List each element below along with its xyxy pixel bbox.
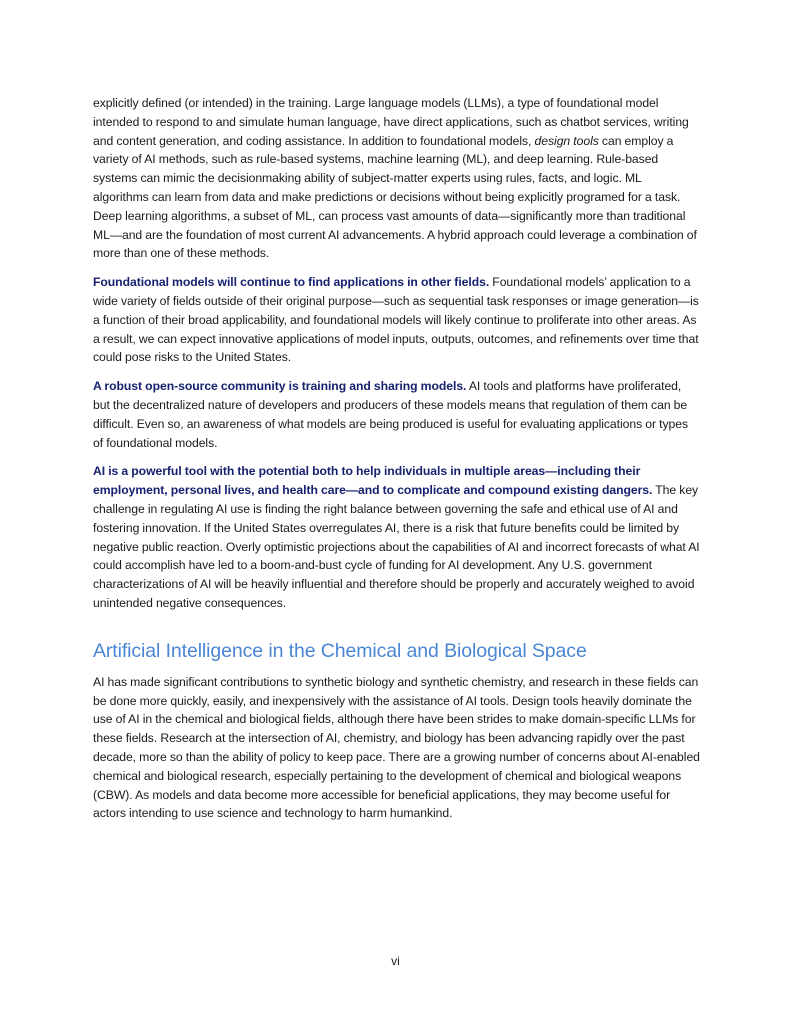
finding-paragraph-powerful-tool [93, 462, 700, 612]
finding-lead-sentence: Foundational models will continue to find applications in other fields. [93, 275, 490, 290]
section-heading: Artificial Intelligence in the Chemical and Biological Space [93, 639, 587, 662]
finding-paragraph-foundational-models [93, 273, 700, 367]
finding-body-text: Foundational models’ application to a wide variety of fields outside of their original purpose—such as sequential task responses or image generation—is a function of their broad applicability, and foundational models will likely continue to proliferate into other areas. As a result, we can expect innovative applications of model inputs, outputs, outcomes, and refinements over time that could pose risks to the United States. [93, 275, 699, 365]
finding-lead-sentence: AI is a powerful tool with the potential both to help individuals in multiple areas—including their employment, personal lives, and health care—and to complicate and compound existing dangers. [93, 464, 653, 498]
finding-paragraph-open-source [93, 377, 700, 452]
finding-lead-sentence: A robust open-source community is training and sharing models. [93, 379, 467, 394]
finding-body-text: The key challenge in regulating AI use is finding the right balance between governing the safe and ethical use of AI and fostering innovation. If the United States overregulates AI, there is a risk that future benefits could be limited by negative public reaction. Overly optimistic projections about the capabilities of AI and incorrect forecasts of what AI could accomplish have led to a boom-and-bust cycle of funding for AI development. Any U.S. government characterizations of AI will be heavily influential and therefore should be properly and accurately weighed to avoid unintended negative consequences. [93, 483, 700, 610]
document-page [93, 94, 700, 833]
intro-paragraph [93, 94, 700, 263]
section-body-paragraph: AI has made significant contributions to synthetic biology and synthetic chemistry, and research in these fields can be done more quickly, easily, and inexpensively with the assistance of AI tools. Design tools heavily dominate the use of AI in the chemical and biological fields, although there have been strides to make domain-specific LLMs for these fields. Research at the intersection of AI, chemistry, and biology has been advancing rapidly over the past decade, more so than the ability of policy to keep pace. There are a growing number of concerns about AI-enabled chemical and biological research, especially pertaining to the development of chemical and biological weapons (CBW). As models and data become more accessible for beneficial applications, they may become useful for actors intending to use science and technology to harm humankind. [93, 674, 700, 821]
finding-body-text: AI tools and platforms have proliferated, but the decentralized nature of developers and producers of these models means that regulation of them can be difficult. Even so, an awareness of what models are being produced is useful for evaluating applications or types of foundational models. [93, 379, 689, 450]
page-number: vi [391, 954, 400, 968]
intro-text-part2: can employ a variety of AI methods, such as rule-based systems, machine learning (ML), and deep learning. Rule-based systems can mimic the decisionmaking ability of subject-matter experts using rules, facts, and logic. ML algorithms can learn from data and make predictions or decisions without being explicitly programed for a task. Deep learning algorithms, a subset of ML, can process vast amounts of data—significantly more than traditional ML—and are the foundation of most current AI advancements. A hybrid approach could leverage a combination of more than one of these methods. [93, 133, 697, 261]
intro-italic-term: design tools [534, 133, 599, 148]
intro-text-part1: explicitly defined (or intended) in the training. Large language models (LLMs), a type of foundational model intended to respond to and simulate human language, have direct applications, such as chatbot services, writing and content generation, and coding assistance. In addition to foundational models, [93, 96, 689, 148]
